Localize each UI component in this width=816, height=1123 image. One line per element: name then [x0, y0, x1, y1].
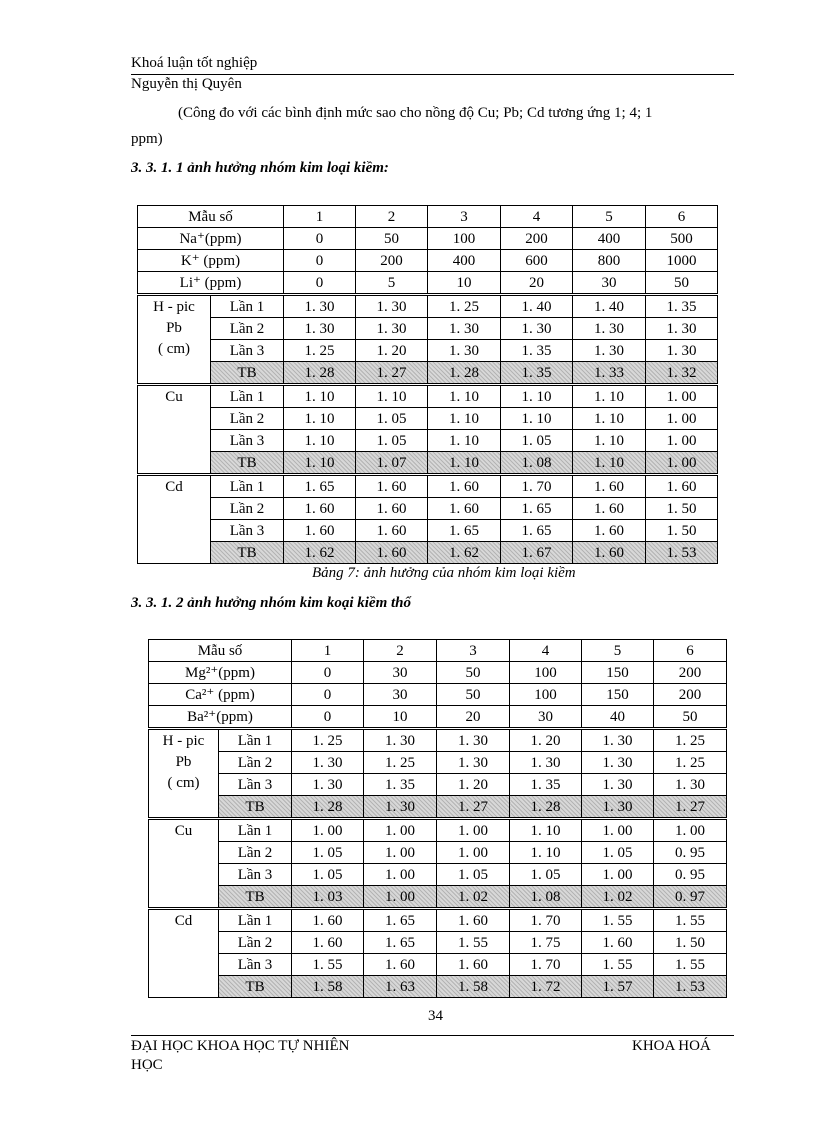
- peak-height-cell: 1. 30: [437, 752, 510, 774]
- peak-height-cell: 1. 60: [582, 932, 654, 954]
- peak-height-cell: 1. 75: [510, 932, 582, 954]
- peak-height-cell: 1. 00: [364, 842, 437, 864]
- sample-number-cell: 1: [292, 640, 364, 662]
- peak-height-cell: 1. 50: [646, 498, 718, 520]
- peak-height-cell: 1. 00: [437, 819, 510, 842]
- average-cell: 1. 28: [292, 796, 364, 819]
- peak-height-cell: 1. 55: [292, 954, 364, 976]
- element-label-line: Cd: [174, 913, 193, 929]
- element-group-label: [138, 475, 211, 564]
- peak-height-cell: 1. 05: [292, 864, 364, 886]
- concentration-cell: 200: [654, 684, 727, 706]
- peak-height-cell: 1. 35: [646, 295, 718, 318]
- concentration-cell: 50: [356, 228, 428, 250]
- average-cell: 1. 58: [292, 976, 364, 998]
- peak-height-cell: 1. 00: [364, 819, 437, 842]
- peak-height-cell: 1. 60: [356, 520, 428, 542]
- peak-height-cell: 1. 30: [582, 774, 654, 796]
- peak-height-cell: 1. 00: [654, 819, 727, 842]
- average-cell: 1. 28: [510, 796, 582, 819]
- concentration-cell: 30: [573, 272, 646, 295]
- concentration-row: [138, 228, 718, 250]
- sample-number-cell: 6: [654, 640, 727, 662]
- average-cell: 1. 53: [646, 542, 718, 564]
- intro-line-1: (Công đo với các bình định mức sao cho nồng độ Cu; Pb; Cd tương ứng 1; 4; 1: [178, 105, 653, 121]
- average-cell: 1. 27: [654, 796, 727, 819]
- trial-label: Lần 2: [211, 408, 284, 430]
- concentration-row: [138, 250, 718, 272]
- sample-number-cell: 5: [573, 206, 646, 228]
- peak-height-cell: 1. 00: [437, 842, 510, 864]
- trial-label: Lần 2: [211, 318, 284, 340]
- measurement-row: [138, 385, 718, 408]
- peak-height-cell: 1. 30: [646, 318, 718, 340]
- concentration-cell: 10: [428, 272, 501, 295]
- peak-height-cell: 1. 60: [428, 475, 501, 498]
- sample-header-cell: Mẫu số: [149, 640, 292, 662]
- trial-label: Lần 2: [211, 498, 284, 520]
- peak-height-cell: 1. 60: [356, 498, 428, 520]
- peak-height-cell: 1. 65: [284, 475, 356, 498]
- peak-height-cell: 1. 30: [437, 729, 510, 752]
- peak-height-cell: 1. 65: [364, 909, 437, 932]
- concentration-cell: 800: [573, 250, 646, 272]
- peak-height-cell: 1. 10: [510, 819, 582, 842]
- peak-height-cell: 1. 10: [356, 385, 428, 408]
- peak-height-cell: 1. 25: [364, 752, 437, 774]
- peak-height-cell: 1. 10: [428, 430, 501, 452]
- average-cell: 1. 27: [356, 362, 428, 385]
- sample-header-cell: Mẫu số: [138, 206, 284, 228]
- peak-height-cell: 1. 60: [437, 954, 510, 976]
- peak-height-cell: 1. 00: [582, 864, 654, 886]
- trial-label: Lần 3: [219, 864, 292, 886]
- trial-label: Lần 2: [219, 752, 292, 774]
- peak-height-cell: 1. 40: [573, 295, 646, 318]
- trial-label: Lần 1: [211, 385, 284, 408]
- average-cell: 1. 58: [437, 976, 510, 998]
- concentration-cell: 30: [364, 684, 437, 706]
- peak-height-cell: 1. 20: [356, 340, 428, 362]
- trial-label: Lần 3: [211, 340, 284, 362]
- sample-number-cell: 6: [646, 206, 718, 228]
- peak-height-cell: 1. 10: [428, 385, 501, 408]
- element-label-line: ( cm): [157, 341, 191, 357]
- measurement-row: [149, 954, 727, 976]
- footer-university-cont: HỌC: [131, 1057, 163, 1073]
- peak-height-cell: 1. 55: [437, 932, 510, 954]
- concentration-cell: 0: [292, 662, 364, 684]
- peak-height-cell: 1. 70: [501, 475, 573, 498]
- peak-height-cell: 1. 65: [428, 520, 501, 542]
- concentration-row: [149, 684, 727, 706]
- peak-height-cell: 1. 55: [582, 954, 654, 976]
- element-label-line: Cu: [165, 389, 183, 405]
- peak-height-cell: 1. 30: [582, 752, 654, 774]
- peak-height-cell: 1. 10: [428, 408, 501, 430]
- peak-height-cell: 1. 40: [501, 295, 573, 318]
- concentration-cell: 10: [364, 706, 437, 729]
- measurement-row: [149, 909, 727, 932]
- sample-number-cell: 2: [364, 640, 437, 662]
- peak-height-cell: 1. 30: [292, 752, 364, 774]
- concentration-cell: 1000: [646, 250, 718, 272]
- average-cell: 1. 30: [582, 796, 654, 819]
- peak-height-cell: 1. 00: [646, 385, 718, 408]
- table-caption: Bảng 7: ảnh hưởng của nhóm kim loại kiềm: [312, 565, 576, 581]
- average-row: [149, 976, 727, 998]
- concentration-cell: 20: [501, 272, 573, 295]
- concentration-cell: 400: [428, 250, 501, 272]
- peak-height-cell: 1. 60: [364, 954, 437, 976]
- concentration-cell: 600: [501, 250, 573, 272]
- average-cell: 1. 33: [573, 362, 646, 385]
- peak-height-cell: 1. 30: [356, 318, 428, 340]
- peak-height-cell: 1. 05: [510, 864, 582, 886]
- peak-height-cell: 1. 00: [364, 864, 437, 886]
- peak-height-cell: 1. 35: [501, 340, 573, 362]
- average-cell: 1. 02: [582, 886, 654, 909]
- footer-faculty: KHOA HOÁ: [632, 1038, 711, 1054]
- measurement-row: [149, 864, 727, 886]
- intro-line-2: ppm): [131, 131, 163, 147]
- concentration-cell: 20: [437, 706, 510, 729]
- trial-label: Lần 1: [219, 729, 292, 752]
- peak-height-cell: 1. 25: [428, 295, 501, 318]
- average-cell: 1. 00: [364, 886, 437, 909]
- measurement-row: [138, 340, 718, 362]
- peak-height-cell: 1. 30: [573, 318, 646, 340]
- concentration-cell: 400: [573, 228, 646, 250]
- peak-height-cell: 1. 25: [654, 729, 727, 752]
- element-group-label: [149, 729, 219, 819]
- average-row: [138, 452, 718, 475]
- concentration-label: Li⁺ (ppm): [138, 272, 284, 295]
- peak-height-cell: 1. 10: [573, 385, 646, 408]
- concentration-cell: 50: [437, 662, 510, 684]
- average-cell: 1. 10: [284, 452, 356, 475]
- peak-height-cell: 1. 60: [284, 520, 356, 542]
- element-label-line: Cd: [165, 479, 183, 495]
- concentration-cell: 0: [284, 228, 356, 250]
- average-cell: 1. 30: [364, 796, 437, 819]
- average-cell: 1. 03: [292, 886, 364, 909]
- sample-number-cell: 1: [284, 206, 356, 228]
- average-cell: 1. 10: [428, 452, 501, 475]
- concentration-cell: 50: [654, 706, 727, 729]
- concentration-cell: 0: [292, 706, 364, 729]
- peak-height-cell: 1. 60: [292, 909, 364, 932]
- average-label: TB: [211, 542, 284, 564]
- measurement-row: [138, 318, 718, 340]
- trial-label: Lần 3: [219, 954, 292, 976]
- average-cell: 0. 97: [654, 886, 727, 909]
- concentration-cell: 5: [356, 272, 428, 295]
- concentration-cell: 0: [284, 250, 356, 272]
- average-cell: 1. 60: [356, 542, 428, 564]
- concentration-cell: 0: [284, 272, 356, 295]
- trial-label: Lần 3: [219, 774, 292, 796]
- concentration-cell: 200: [501, 228, 573, 250]
- peak-height-cell: 1. 05: [356, 408, 428, 430]
- peak-height-cell: 0. 95: [654, 842, 727, 864]
- average-cell: 1. 57: [582, 976, 654, 998]
- peak-height-cell: 1. 00: [582, 819, 654, 842]
- peak-height-cell: 1. 60: [292, 932, 364, 954]
- concentration-label: Mg²⁺(ppm): [149, 662, 292, 684]
- peak-height-cell: 1. 70: [510, 954, 582, 976]
- measurement-row: [149, 774, 727, 796]
- concentration-row: [149, 662, 727, 684]
- measurement-row: [149, 729, 727, 752]
- peak-height-cell: 1. 65: [364, 932, 437, 954]
- peak-height-cell: 1. 30: [284, 318, 356, 340]
- peak-height-cell: 1. 25: [284, 340, 356, 362]
- element-label-line: Pb: [166, 320, 182, 336]
- concentration-row: [138, 272, 718, 295]
- measurement-row: [138, 475, 718, 498]
- peak-height-cell: 1. 25: [292, 729, 364, 752]
- peak-height-cell: 1. 60: [437, 909, 510, 932]
- concentration-cell: 500: [646, 228, 718, 250]
- trial-label: Lần 1: [211, 475, 284, 498]
- average-cell: 1. 35: [501, 362, 573, 385]
- peak-height-cell: 1. 00: [646, 408, 718, 430]
- peak-height-cell: 1. 55: [582, 909, 654, 932]
- average-row: [138, 362, 718, 385]
- peak-height-cell: 1. 05: [501, 430, 573, 452]
- element-group-label: [138, 385, 211, 475]
- concentration-cell: 200: [654, 662, 727, 684]
- peak-height-cell: 1. 20: [510, 729, 582, 752]
- average-row: [149, 886, 727, 909]
- average-label: TB: [219, 796, 292, 819]
- element-label-line: ( cm): [167, 775, 200, 791]
- concentration-cell: 0: [292, 684, 364, 706]
- measurement-row: [138, 408, 718, 430]
- average-label: TB: [219, 886, 292, 909]
- peak-height-cell: 0. 95: [654, 864, 727, 886]
- sample-number-cell: 5: [582, 640, 654, 662]
- element-label-line: Cu: [174, 823, 193, 839]
- concentration-cell: 100: [510, 662, 582, 684]
- average-row: [149, 796, 727, 819]
- sample-number-cell: 4: [501, 206, 573, 228]
- peak-height-cell: 1. 10: [501, 385, 573, 408]
- peak-height-cell: 1. 10: [284, 385, 356, 408]
- average-cell: 1. 63: [364, 976, 437, 998]
- measurement-row: [138, 295, 718, 318]
- peak-height-cell: 1. 65: [501, 498, 573, 520]
- average-cell: 1. 72: [510, 976, 582, 998]
- concentration-cell: 50: [437, 684, 510, 706]
- peak-height-cell: 1. 30: [654, 774, 727, 796]
- concentration-row: [149, 706, 727, 729]
- element-group-label: [149, 819, 219, 909]
- peak-height-cell: 1. 05: [292, 842, 364, 864]
- peak-height-cell: 1. 10: [573, 408, 646, 430]
- average-label: TB: [211, 452, 284, 475]
- element-label-line: Pb: [175, 754, 192, 770]
- peak-height-cell: 1. 00: [292, 819, 364, 842]
- concentration-label: Na⁺(ppm): [138, 228, 284, 250]
- element-group-label: [138, 295, 211, 385]
- peak-height-cell: 1. 30: [284, 295, 356, 318]
- average-row: [138, 542, 718, 564]
- peak-height-cell: 1. 10: [573, 430, 646, 452]
- sample-number-cell: 3: [437, 640, 510, 662]
- average-cell: 1. 67: [501, 542, 573, 564]
- average-cell: 1. 07: [356, 452, 428, 475]
- alkali-metals-table: [137, 205, 718, 564]
- average-cell: 1. 27: [437, 796, 510, 819]
- section-heading-alkali: 3. 3. 1. 1 ảnh hưởng nhóm kim loại kiềm:: [131, 160, 389, 176]
- section-heading-alkaline-earth: 3. 3. 1. 2 ảnh hưởng nhóm kim koại kiềm thổ: [131, 595, 412, 611]
- peak-height-cell: 1. 35: [364, 774, 437, 796]
- concentration-cell: 30: [510, 706, 582, 729]
- measurement-row: [149, 819, 727, 842]
- concentration-label: K⁺ (ppm): [138, 250, 284, 272]
- element-label-line: H - pic: [153, 299, 195, 315]
- average-cell: 1. 08: [501, 452, 573, 475]
- peak-height-cell: 1. 60: [428, 498, 501, 520]
- peak-height-cell: 1. 65: [501, 520, 573, 542]
- concentration-cell: 30: [364, 662, 437, 684]
- peak-height-cell: 1. 60: [284, 498, 356, 520]
- concentration-cell: 150: [582, 684, 654, 706]
- peak-height-cell: 1. 30: [510, 752, 582, 774]
- peak-height-cell: 1. 60: [573, 520, 646, 542]
- peak-height-cell: 1. 55: [654, 909, 727, 932]
- peak-height-cell: 1. 10: [501, 408, 573, 430]
- peak-height-cell: 1. 60: [356, 475, 428, 498]
- peak-height-cell: 1. 30: [573, 340, 646, 362]
- sample-number-cell: 2: [356, 206, 428, 228]
- trial-label: Lần 3: [211, 430, 284, 452]
- concentration-cell: 150: [582, 662, 654, 684]
- average-cell: 1. 08: [510, 886, 582, 909]
- peak-height-cell: 1. 30: [501, 318, 573, 340]
- trial-label: Lần 3: [211, 520, 284, 542]
- peak-height-cell: 1. 30: [292, 774, 364, 796]
- average-cell: 1. 32: [646, 362, 718, 385]
- page-number: 34: [428, 1008, 443, 1024]
- peak-height-cell: 1. 10: [510, 842, 582, 864]
- peak-height-cell: 1. 50: [654, 932, 727, 954]
- average-cell: 1. 62: [284, 542, 356, 564]
- concentration-label: Ba²⁺(ppm): [149, 706, 292, 729]
- average-cell: 1. 62: [428, 542, 501, 564]
- peak-height-cell: 1. 20: [437, 774, 510, 796]
- trial-label: Lần 1: [219, 819, 292, 842]
- footer-university: ĐẠI HỌC KHOA HỌC TỰ NHIÊN: [131, 1038, 350, 1054]
- peak-height-cell: 1. 60: [573, 498, 646, 520]
- header-row: [138, 206, 718, 228]
- document-title: Khoá luận tốt nghiệp: [131, 55, 258, 71]
- measurement-row: [138, 520, 718, 542]
- measurement-row: [149, 842, 727, 864]
- peak-height-cell: 1. 60: [646, 475, 718, 498]
- peak-height-cell: 1. 30: [428, 318, 501, 340]
- trial-label: Lần 2: [219, 842, 292, 864]
- peak-height-cell: 1. 30: [356, 295, 428, 318]
- concentration-cell: 100: [510, 684, 582, 706]
- peak-height-cell: 1. 35: [510, 774, 582, 796]
- peak-height-cell: 1. 05: [356, 430, 428, 452]
- peak-height-cell: 1. 10: [284, 408, 356, 430]
- average-cell: 1. 28: [284, 362, 356, 385]
- measurement-row: [138, 498, 718, 520]
- peak-height-cell: 1. 30: [428, 340, 501, 362]
- peak-height-cell: 1. 05: [582, 842, 654, 864]
- average-cell: 1. 53: [654, 976, 727, 998]
- average-cell: 1. 28: [428, 362, 501, 385]
- measurement-row: [149, 932, 727, 954]
- peak-height-cell: 1. 30: [582, 729, 654, 752]
- average-cell: 1. 00: [646, 452, 718, 475]
- concentration-cell: 40: [582, 706, 654, 729]
- author-name: Nguyễn thị Quyên: [131, 76, 242, 92]
- average-cell: 1. 10: [573, 452, 646, 475]
- average-cell: 1. 60: [573, 542, 646, 564]
- average-cell: 1. 02: [437, 886, 510, 909]
- peak-height-cell: 1. 50: [646, 520, 718, 542]
- peak-height-cell: 1. 05: [437, 864, 510, 886]
- alkaline-earth-metals-table: [148, 639, 727, 998]
- concentration-label: Ca²⁺ (ppm): [149, 684, 292, 706]
- trial-label: Lần 1: [211, 295, 284, 318]
- peak-height-cell: 1. 55: [654, 954, 727, 976]
- concentration-cell: 100: [428, 228, 501, 250]
- trial-label: Lần 1: [219, 909, 292, 932]
- peak-height-cell: 1. 00: [646, 430, 718, 452]
- element-group-label: [149, 909, 219, 998]
- peak-height-cell: 1. 30: [646, 340, 718, 362]
- element-label-line: H - pic: [162, 733, 205, 749]
- average-label: TB: [219, 976, 292, 998]
- average-label: TB: [211, 362, 284, 385]
- trial-label: Lần 2: [219, 932, 292, 954]
- measurement-row: [138, 430, 718, 452]
- peak-height-cell: 1. 25: [654, 752, 727, 774]
- concentration-cell: 50: [646, 272, 718, 295]
- header-row: [149, 640, 727, 662]
- peak-height-cell: 1. 30: [364, 729, 437, 752]
- sample-number-cell: 3: [428, 206, 501, 228]
- concentration-cell: 200: [356, 250, 428, 272]
- peak-height-cell: 1. 70: [510, 909, 582, 932]
- peak-height-cell: 1. 60: [573, 475, 646, 498]
- peak-height-cell: 1. 10: [284, 430, 356, 452]
- measurement-row: [149, 752, 727, 774]
- sample-number-cell: 4: [510, 640, 582, 662]
